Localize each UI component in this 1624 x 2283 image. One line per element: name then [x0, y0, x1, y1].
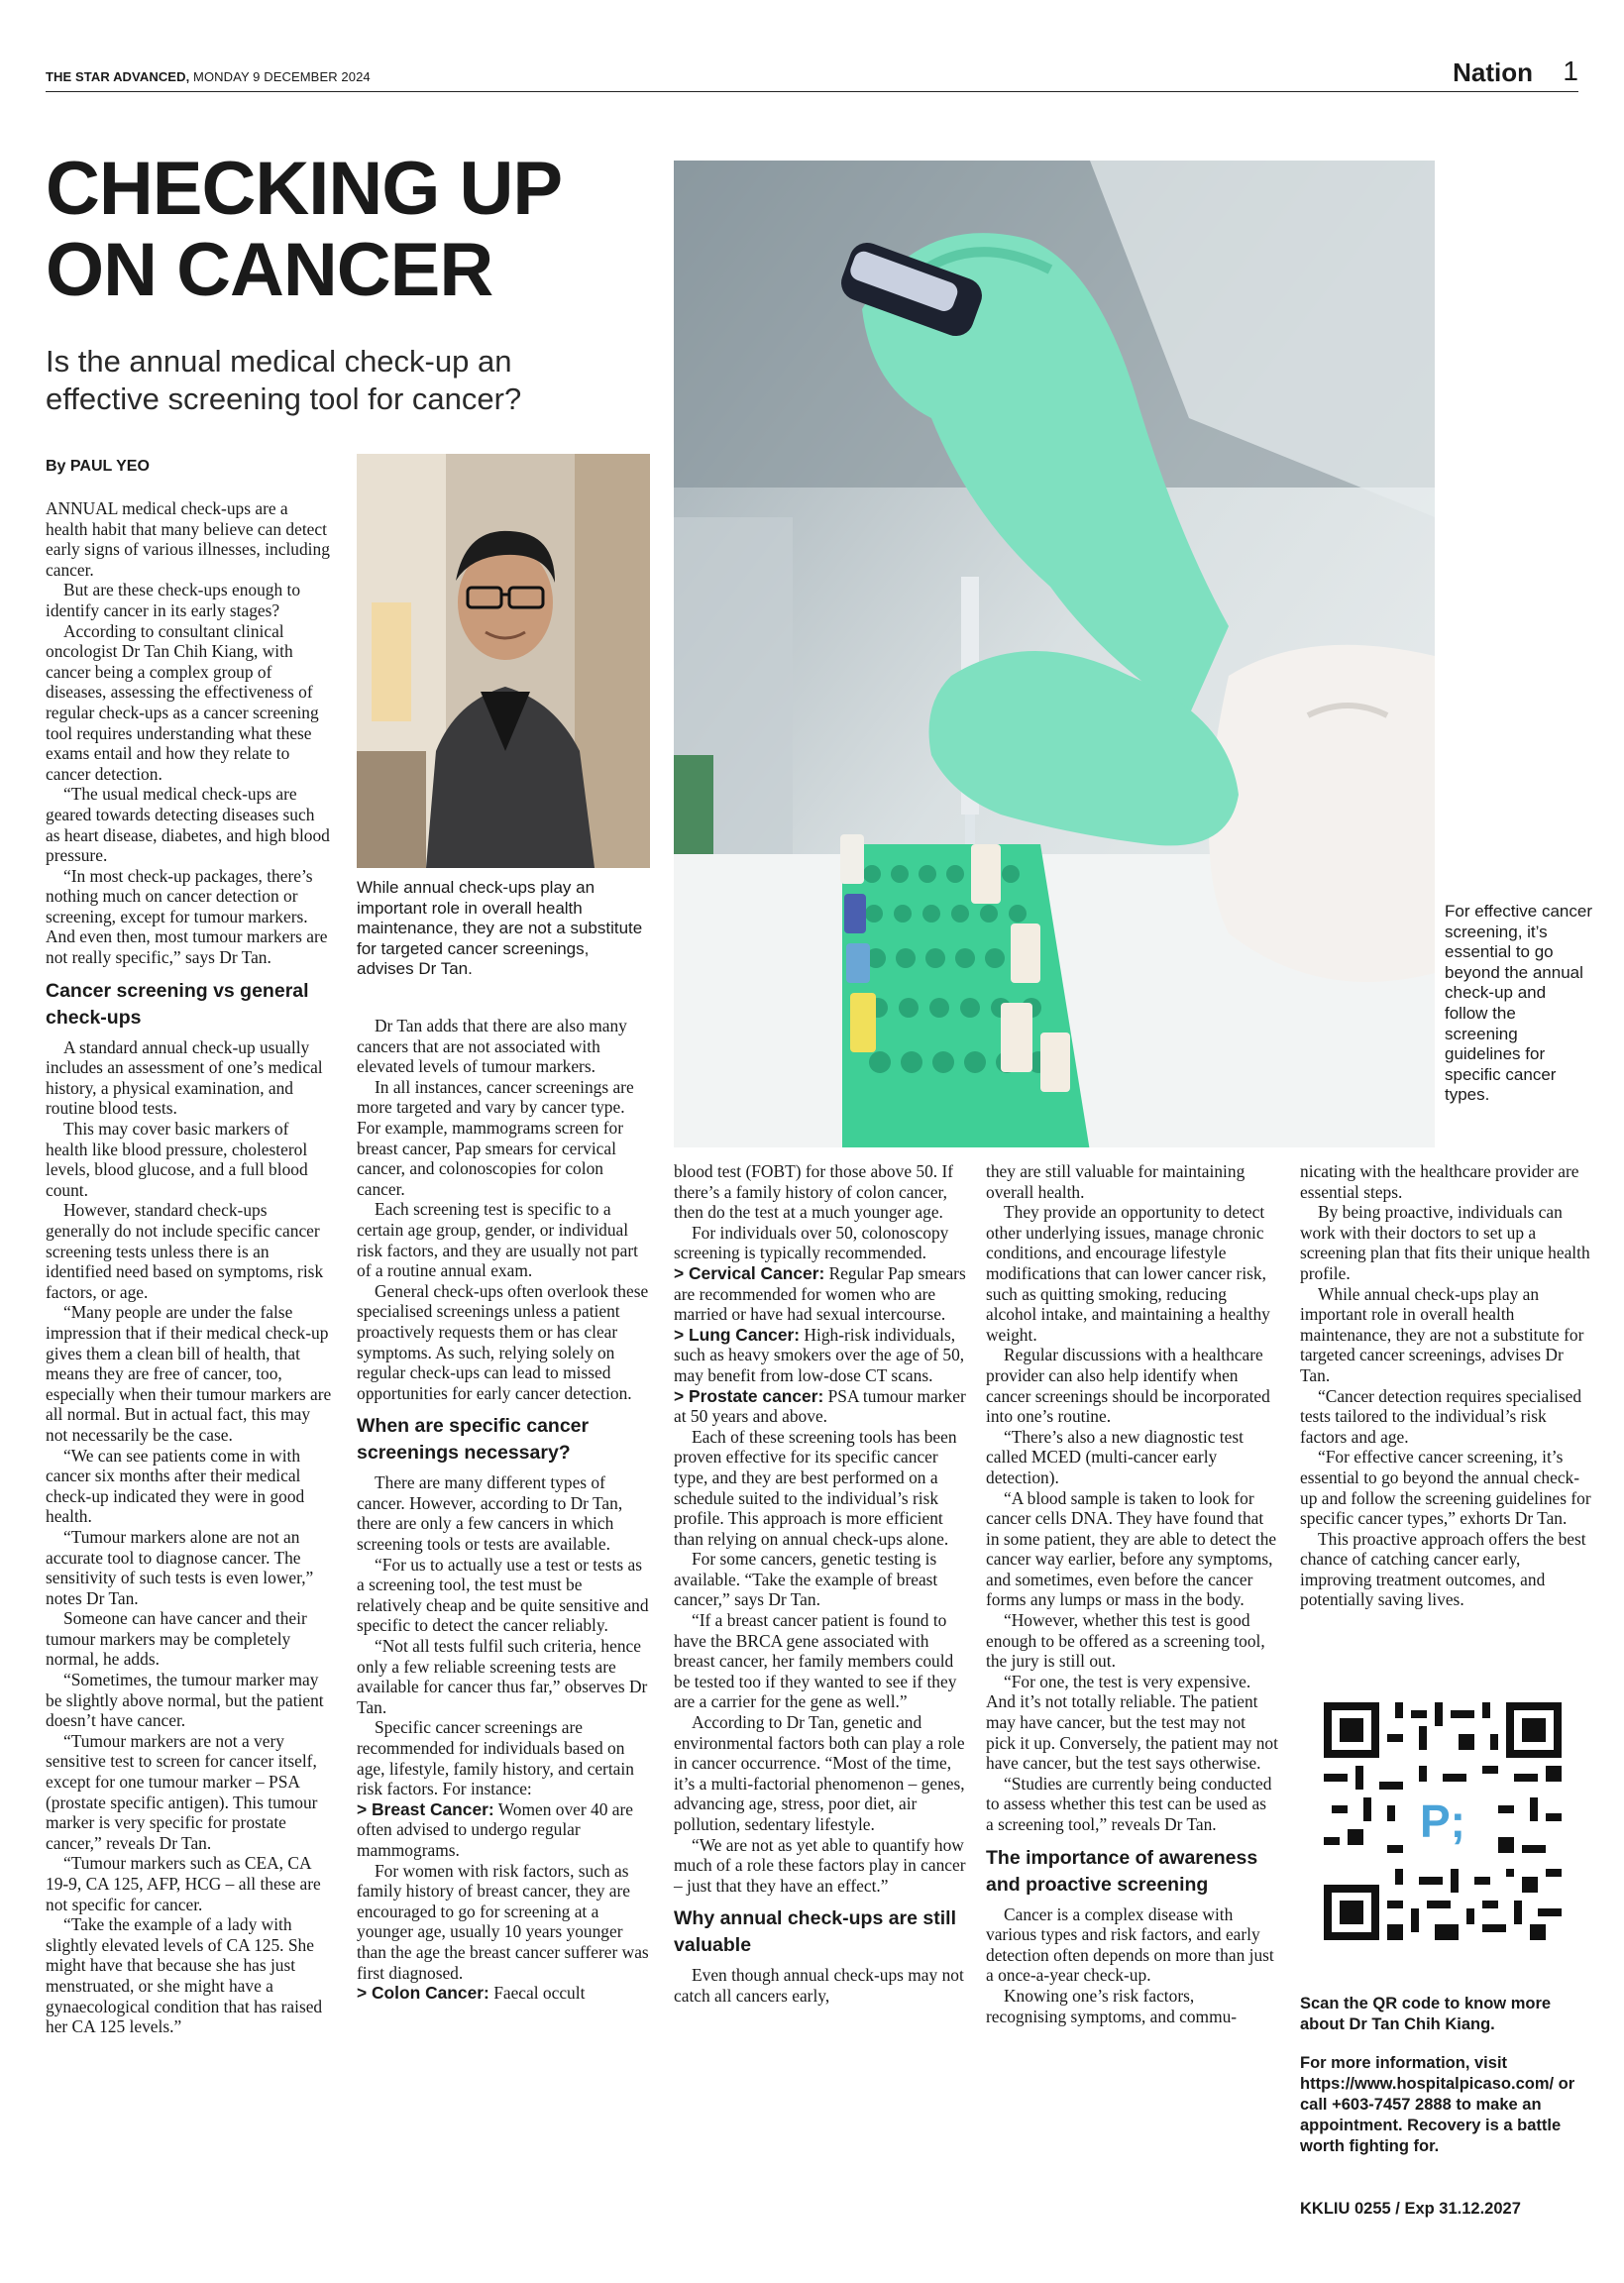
- paragraph: “In most check-up packages, there’s nothing much on cancer detection or screening, except for tumour markers. And even then, most tumour markers are not really specific,” says Dr Tan.: [46, 865, 328, 968]
- contact-info: For more information, visit https://www.hospitalpicaso.com/ or call +603-7457 2888 to make an appointment. Recovery is a battle worth fighting for.: [1300, 2054, 1575, 2155]
- paragraph: ANNUAL medical check-ups are a health habit that many believe can detect early signs of various illnesses, including cancer.: [46, 498, 330, 580]
- paragraph: According to Dr Tan, genetic and environmental factors both can play a role in cancer occurrence. “Most of the time, it’s a multi-factorial phenomenon – genes, advancing age, stress, poor diet, air pollution, sedentary lifestyle.: [674, 1712, 965, 1834]
- byline: By PAUL YEO: [46, 458, 150, 475]
- list-label: > Colon Cancer:: [357, 1983, 489, 2004]
- list-text: Faecal occult: [488, 1983, 586, 2004]
- paragraph: Specific cancer screenings are recommended for individuals based on age, lifestyle, family history, and certain risk factors. For instance:: [357, 1717, 634, 1799]
- portrait-caption: While annual check-ups play an important role in overall health maintenance, they are not a substitute for targeted cancer screenings, advises Dr Tan.: [357, 878, 643, 978]
- paragraph: “Tumour markers are not a very sensitive test to screen for cancer itself, except for one tumour marker – PSA (prostate specific antigen). This tumour marker is very specific for prostate cancer,” reveals Dr Tan.: [46, 1730, 318, 1853]
- paragraph: For individuals over 50, colonoscopy screening is typically recommended.: [674, 1222, 949, 1263]
- paragraph: This proactive approach offers the best chance of catching cancer early, improving treatment outcomes, and potentially saving lives.: [1300, 1528, 1586, 1610]
- headline-line-1: CHECKING UP: [46, 147, 563, 231]
- list-item: [674, 1263, 966, 1325]
- paragraph: nicating with the healthcare provider are essential steps.: [1300, 1161, 1579, 1202]
- list-item: [674, 1386, 966, 1427]
- paragraph: However, standard check-ups generally do not include specific cancer screening tests unless there is an identified need based on symptoms, risk factors, or age.: [46, 1200, 324, 1302]
- list-label: > Cervical Cancer:: [674, 1262, 825, 1283]
- list-label: > Prostate cancer:: [674, 1385, 824, 1406]
- headline: [46, 149, 620, 311]
- masthead: [46, 69, 371, 84]
- page-number: 1: [1563, 55, 1578, 86]
- qr-code[interactable]: [1324, 1702, 1562, 1940]
- paragraph: “For effective cancer screening, it’s essential to go beyond the annual check-up and follow the screening guidelines for specific cancer types,” exhorts Dr Tan.: [1300, 1447, 1591, 1529]
- paragraph: “Tumour markers alone are not an accurate tool to diagnose cancer. The sensitivity of such tests is even lower,” notes Dr Tan.: [46, 1526, 314, 1608]
- paragraph: “A blood sample is taken to look for cancer cells DNA. They have found that in some patient, they are able to detect the cancer way earlier, before any symptoms, and sometimes, even before the cancer forms any lumps or mass in the body.: [986, 1487, 1277, 1610]
- list-text: Regular Pap smears are recommended for women who are married or have had sexual intercourse.: [674, 1262, 966, 1325]
- paragraph: “There’s also a new diagnostic test called MCED (multi-cancer early detection).: [986, 1426, 1244, 1487]
- list-text: PSA tumour marker at 50 years and above.: [674, 1385, 966, 1427]
- list-item: [357, 1799, 649, 1861]
- paragraph: “Take the example of a lady with slightly elevated levels of CA 125. She might have that because she has just menstruated, or she might have a gynaecological condition that has raised her CA 125 levels.”: [46, 1914, 323, 2037]
- qr-note: [1300, 1994, 1597, 2175]
- list-item: [674, 1325, 966, 1386]
- paragraph: According to consultant clinical oncologist Dr Tan Chih Kiang, with cancer being a complex group of diseases, assessing the effectiveness of regular check-ups as a cancer screening tool requires understanding what these exams entail and how they relate to cancer detection.: [46, 620, 319, 784]
- list-text: High-risk individuals, such as heavy smokers over the age of 50, may benefit from low-dose CT scans.: [674, 1324, 965, 1385]
- paragraph: Someone can have cancer and their tumour markers may be completely normal, he adds.: [46, 1608, 307, 1670]
- paragraph: This may cover basic markers of health like blood pressure, cholesterol levels, blood glucose, and a full blood count.: [46, 1119, 308, 1200]
- paragraph: blood test (FOBT) for those above 50. If there’s a family history of colon cancer, then do the test at a much younger age.: [674, 1161, 954, 1223]
- issue-date: MONDAY 9 DECEMBER 2024: [193, 69, 371, 84]
- publication-name: THE STAR ADVANCED,: [46, 69, 190, 84]
- paragraph: While annual check-ups play an important role in overall health maintenance, they are not a substitute for targeted cancer screenings, advises Dr Tan.: [1300, 1283, 1584, 1385]
- list-text: Women over 40 are often advised to undergo regular mammograms.: [357, 1798, 633, 1860]
- paragraph: For women with risk factors, such as family history of breast cancer, they are encouraged to go for screening at a younger age, usually 10 years younger than the age the breast cancer sufferer was first diagnosed.: [357, 1860, 649, 1983]
- paragraph: Dr Tan adds that there are also many cancers that are not associated with elevated levels of tumour markers.: [357, 1016, 627, 1077]
- list-item: [357, 1983, 649, 2004]
- paragraph: Each screening test is specific to a certain age group, gender, or individual risk factors, and they are usually not part of a routine annual exam.: [357, 1199, 638, 1281]
- paragraph: By being proactive, individuals can work with their doctors to set up a screening plan that fits their unique health profile.: [1300, 1202, 1590, 1283]
- paragraph: Cancer is a complex disease with various types and risk factors, and early detection often depends on more than just a once-a-year check-up.: [986, 1903, 1274, 1986]
- paragraph: “We are not as yet able to quantify how much of a role these factors play in cancer – just that they have an effect.”: [674, 1834, 966, 1896]
- paragraph: they are still valuable for maintaining overall health.: [986, 1161, 1245, 1202]
- photo-caption: For effective cancer screening, it’s essential to go beyond the annual check-up and follow the screening guidelines for specific cancer types.: [1445, 902, 1592, 1105]
- article-column-4: [986, 1161, 1278, 2026]
- standfirst: Is the annual medical check-up an effective screening tool for cancer?: [46, 344, 522, 416]
- paragraph: “However, whether this test is good enough to be offered as a screening tool, the jury is still out.: [986, 1610, 1265, 1672]
- paragraph: In all instances, cancer screenings are more targeted and vary by cancer type. For example, mammograms screen for breast cancer, Pap smears for cervical cancer, and colonoscopies for colon cancer.: [357, 1076, 634, 1199]
- paragraph: There are many different types of cancer. However, according to Dr Tan, there are only a few cancers in which screening tools or tests are available.: [357, 1472, 623, 1555]
- paragraph: Even though annual check-ups may not catch all cancers early,: [674, 1965, 964, 2006]
- paragraph: But are these check-ups enough to identify cancer in its early stages?: [46, 580, 301, 620]
- masthead-rule: [46, 91, 1578, 92]
- article-column-5: [1300, 1161, 1592, 1610]
- subheading: The importance of awareness and proactive screening: [986, 1846, 1258, 1896]
- list-label: > Lung Cancer:: [674, 1324, 801, 1345]
- section-name: Nation: [1453, 57, 1533, 87]
- list-label: > Breast Cancer:: [357, 1798, 494, 1819]
- subheading: When are specific cancer screenings necessary?: [357, 1415, 590, 1465]
- article-column-2: [357, 1016, 649, 2004]
- paragraph: “Tumour markers such as CEA, CA 19-9, CA 125, AFP, HCG – all these are not specific for cancer.: [46, 1853, 321, 1914]
- portrait-photo: [357, 454, 650, 868]
- paragraph: General check-ups often overlook these specialised screenings unless a patient proactively requests them or has clear symptoms. As such, relying solely on regular check-ups can lead to missed opportunities for early cancer detection.: [357, 1280, 649, 1403]
- paragraph: “Cancer detection requires specialised tests tailored to the individual’s risk factors and age.: [1300, 1385, 1582, 1447]
- paragraph: “For us to actually use a test or tests as a screening tool, the test must be relatively cheap and be quite sensitive and specific to detect the cancer reliably.: [357, 1554, 649, 1636]
- qr-note-line: Scan the QR code to know more about Dr Tan Chih Kiang.: [1300, 1995, 1552, 2033]
- paragraph: For some cancers, genetic testing is available. “Take the example of breast cancer,” says Dr Tan.: [674, 1549, 938, 1610]
- paragraph: “The usual medical check-ups are geared towards detecting diseases such as heart disease, diabetes, and high blood pressure.: [46, 784, 330, 866]
- license-number: KKLIU 0255 / Exp 31.12.2027: [1300, 2200, 1521, 2218]
- subheading: Why annual check-ups are still valuable: [674, 1907, 956, 1957]
- paragraph: “Many people are under the false impression that if their medical check-up gives them a clean bill of health, that means they are free of cancer, too, especially when their tumour markers are all normal. But in actual fact, this may not necessarily be the case.: [46, 1302, 332, 1445]
- paragraph: They provide an opportunity to detect other underlying issues, manage chronic conditions, and encourage lifestyle modifications that can lower cancer risk, such as quitting smoking, reducing alcohol intake, and maintaining a healthy weight.: [986, 1202, 1270, 1345]
- paragraph: “For one, the test is very expensive. And it’s not totally reliable. The patient may have cancer, but the test may not pick it up. Conversely, the patient may not have cancer, but the test says otherwise.: [986, 1671, 1278, 1774]
- paragraph: Each of these screening tools has been proven effective for its specific cancer type, and they are best performed on a schedule suited to the individual’s risk profile. This approach is more efficient than relying on annual check-ups alone.: [674, 1426, 957, 1549]
- paragraph: “If a breast cancer patient is found to have the BRCA gene associated with breast cancer, her family members could be tested too if they wanted to see if they are a carrier for the gene as well.”: [674, 1610, 957, 1712]
- paragraph: Knowing one’s risk factors, recognising symptoms, and commu-: [986, 1985, 1238, 2026]
- headline-line-2: ON CANCER: [46, 228, 493, 312]
- lab-photo: [674, 161, 1435, 1147]
- article-column-3: [674, 1161, 966, 2007]
- qr-logo: P;: [1420, 1795, 1465, 1847]
- paragraph: “Not all tests fulfil such criteria, hence only a few reliable screening tests are available for cancer thus far,” observes Dr Tan.: [357, 1636, 648, 1717]
- subheading: Cancer screening vs general check-ups: [46, 979, 309, 1029]
- paragraph: “Studies are currently being conducted to assess whether this test can be used as a screening tool,” reveals Dr Tan.: [986, 1773, 1272, 1834]
- paragraph: “We can see patients come in with cancer six months after their medical check-up indicated they were in good health.: [46, 1445, 305, 1527]
- article-column-1: [46, 498, 333, 2037]
- paragraph: A standard annual check-up usually includes an assessment of one’s medical history, a physical examination, and routine blood tests.: [46, 1036, 323, 1119]
- paragraph: Regular discussions with a healthcare provider can also help identify when cancer screenings should be incorporated into one’s routine.: [986, 1345, 1270, 1427]
- paragraph: “Sometimes, the tumour marker may be slightly above normal, but the patient doesn’t have cancer.: [46, 1670, 324, 1731]
